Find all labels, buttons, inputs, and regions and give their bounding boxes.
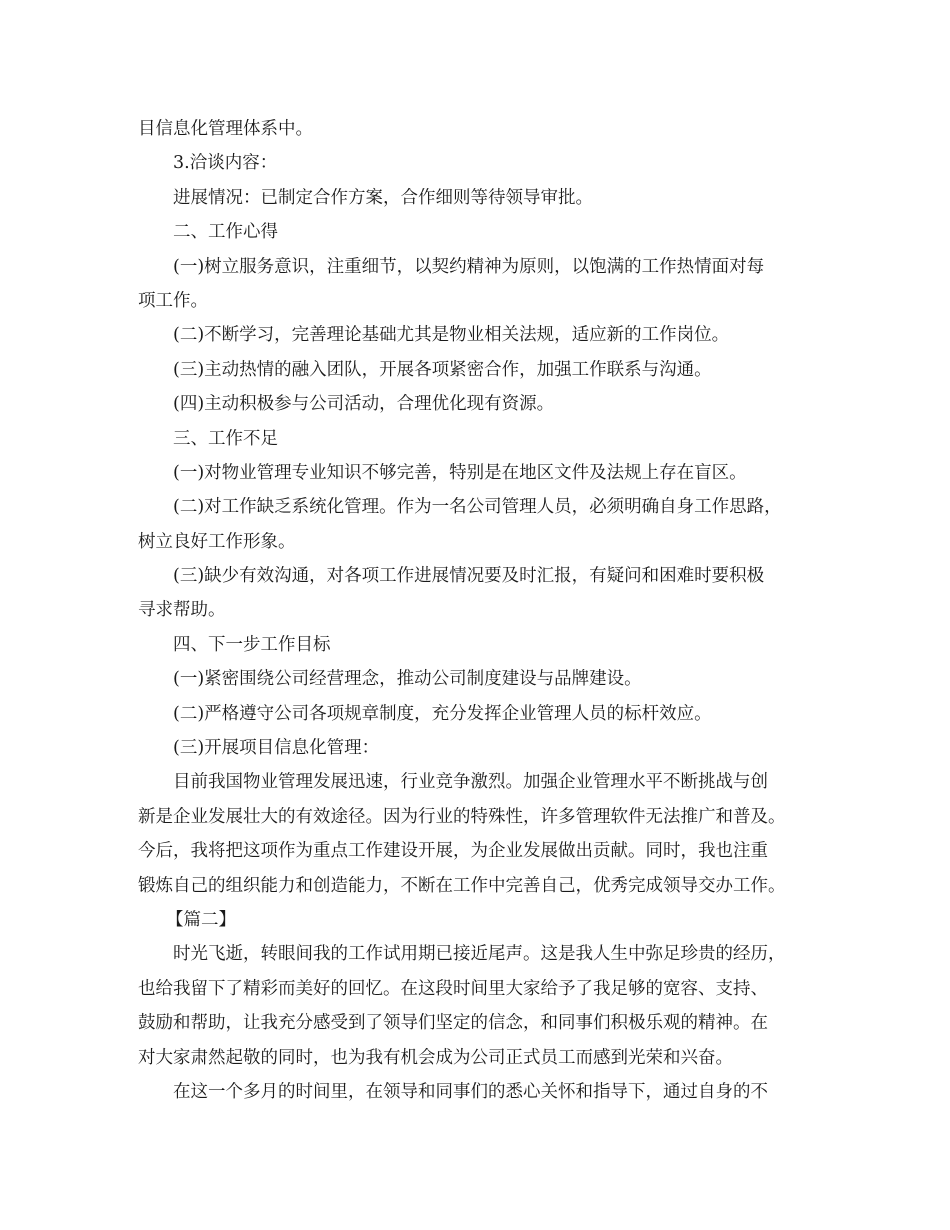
section-heading: 二、工作心得	[173, 222, 278, 243]
text-line: 时光飞逝，转眼间我的工作试用期已接近尾声。这是我人生中弥足珍贵的经历，	[173, 944, 786, 965]
text-line: 也给我留下了精彩而美好的回忆。在这段时间里大家给予了我足够的宽容、支持、	[138, 978, 768, 999]
text-line: (二)对工作缺乏系统化管理。作为一名公司管理人员，必须明确自身工作思路，	[173, 497, 782, 518]
text-line: (三)主动热情的融入团队，开展各项紧密合作，加强工作联系与沟通。	[173, 359, 712, 380]
text-line: 进展情况：已制定合作方案，合作细则等待领导审批。	[173, 187, 593, 208]
text-line: (一)树立服务意识，注重细节，以契约精神为原则，以饱满的工作热情面对每	[173, 256, 765, 277]
text-line: 目前我国物业管理发展迅速，行业竞争激烈。加强企业管理水平不断挑战与创	[173, 772, 768, 793]
text-line: 树立良好工作形象。	[138, 531, 296, 552]
text-line: 对大家肃然起敬的同时，也为我有机会成为公司正式员工而感到光荣和兴奋。	[138, 1047, 733, 1068]
section-heading: 三、工作不足	[173, 428, 278, 449]
text-line: (一)对物业管理专业知识不够完善，特别是在地区文件及法规上存在盲区。	[173, 462, 747, 483]
text-line: 寻求帮助。	[138, 600, 226, 621]
text-line: 锻炼自己的组织能力和创造能力，不断在工作中完善自己，优秀完成领导交办工作。	[138, 875, 786, 896]
text-line: (二)严格遵守公司各项规章制度，充分发挥企业管理人员的标杆效应。	[173, 703, 712, 724]
part-heading: 【篇二】	[166, 909, 236, 930]
text-line: (一)紧密围绕公司经营理念，推动公司制度建设与品牌建设。	[173, 669, 642, 690]
text-line: 3.洽谈内容：	[173, 153, 278, 174]
text-line: 鼓励和帮助，让我充分感受到了领导们坚定的信念，和同事们积极乐观的精神。在	[138, 1013, 768, 1034]
text-line: 目信息化管理体系中。	[138, 119, 313, 139]
text-line: (三)开展项目信息化管理：	[173, 738, 380, 759]
document-body	[138, 112, 818, 1109]
text-line: 今后，我将把这项作为重点工作建设开展，为企业发展做出贡献。同时，我也注重	[138, 841, 768, 862]
section-heading: 四、下一步工作目标	[173, 634, 331, 655]
text-line: 项工作。	[138, 290, 208, 311]
text-line: (三)缺少有效沟通，对各项工作进展情况要及时汇报，有疑问和困难时要积极	[173, 566, 765, 587]
text-line: 新是企业发展壮大的有效途径。因为行业的特殊性，许多管理软件无法推广和普及。	[138, 806, 786, 827]
text-line: 在这一个多月的时间里，在领导和同事们的悉心关怀和指导下，通过自身的不	[173, 1081, 768, 1102]
text-line: (四)主动积极参与公司活动，合理优化现有资源。	[173, 394, 555, 415]
text-line: (二)不断学习，完善理论基础尤其是物业相关法规，适应新的工作岗位。	[173, 325, 730, 346]
